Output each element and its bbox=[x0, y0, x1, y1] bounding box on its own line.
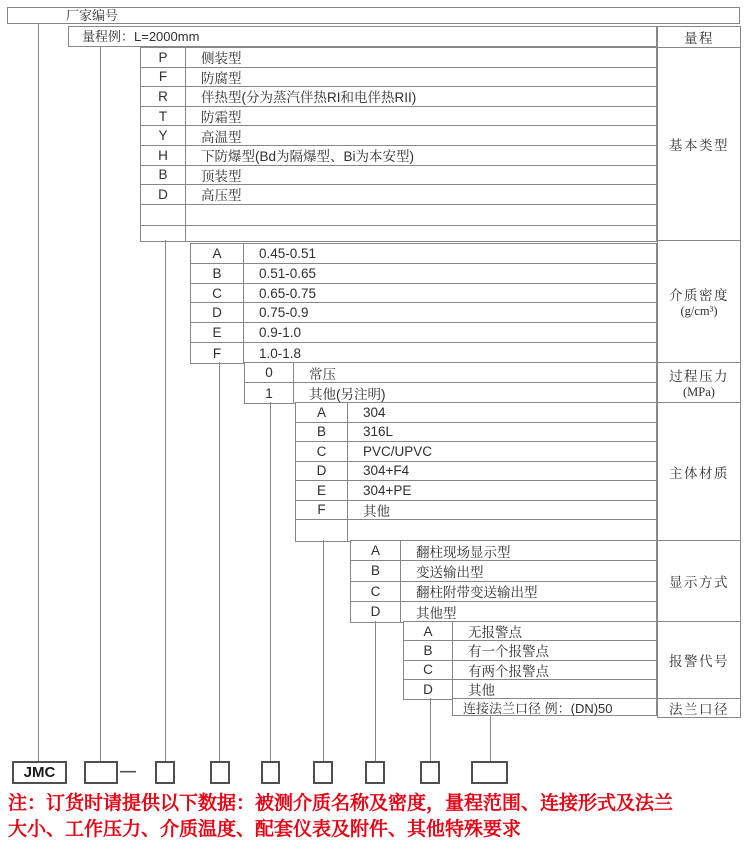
row-desc: 0.75-0.9 bbox=[259, 305, 309, 321]
code-box bbox=[210, 761, 230, 784]
row-desc: 有两个报警点 bbox=[468, 663, 549, 679]
section-label-basic bbox=[658, 48, 740, 241]
row-code: F bbox=[191, 343, 244, 363]
table-row bbox=[296, 442, 656, 462]
row-code: C bbox=[191, 284, 244, 303]
row-code: D bbox=[191, 303, 244, 322]
row-desc: 0.9-1.0 bbox=[259, 325, 302, 341]
row-code: D bbox=[296, 462, 348, 481]
section-label-pressure bbox=[658, 363, 740, 403]
row-desc bbox=[186, 226, 656, 241]
section-label-text: 介质密度 bbox=[669, 288, 729, 303]
section-label-text: 量程 bbox=[684, 31, 714, 46]
code-box bbox=[155, 761, 175, 784]
row-code: 1 bbox=[245, 383, 294, 403]
table-row bbox=[141, 68, 656, 88]
row-desc: 0.65-0.75 bbox=[259, 285, 317, 301]
drop-line bbox=[270, 402, 271, 761]
table-row bbox=[296, 423, 656, 443]
row-code: R bbox=[141, 87, 186, 106]
section-label-text: 基本类型 bbox=[669, 138, 729, 153]
table-row bbox=[404, 641, 656, 660]
row-code: B bbox=[141, 166, 186, 185]
table-row bbox=[296, 481, 656, 501]
table-row bbox=[141, 166, 656, 186]
code-box bbox=[420, 761, 440, 784]
flange-text: 连接法兰口径 例：(DN)50 bbox=[463, 700, 613, 716]
row-desc: 304+F4 bbox=[363, 463, 410, 479]
table-row bbox=[404, 661, 656, 680]
row-code: A bbox=[404, 622, 453, 640]
table-row bbox=[245, 363, 656, 383]
row-desc: 翻柱现场显示型 bbox=[416, 544, 511, 560]
row-desc: 防腐型 bbox=[201, 70, 242, 86]
drop-line bbox=[100, 47, 101, 761]
section-label-text: 法兰口径 bbox=[669, 702, 729, 717]
row-desc: 翻柱附带变送输出型 bbox=[416, 585, 538, 601]
table-row bbox=[191, 323, 656, 343]
code-box bbox=[471, 761, 508, 784]
drop-line bbox=[323, 540, 324, 761]
drop-line bbox=[375, 621, 376, 761]
row-desc: PVC/UPVC bbox=[363, 443, 433, 459]
table-row bbox=[296, 403, 656, 423]
section-label-text: 主体材质 bbox=[669, 465, 729, 481]
row-desc: 316L bbox=[363, 424, 394, 440]
row-desc: 无报警点 bbox=[468, 625, 522, 641]
drop-line bbox=[38, 23, 39, 761]
table-row bbox=[351, 602, 656, 622]
row-code bbox=[296, 520, 348, 541]
row-desc: 顶装型 bbox=[201, 168, 242, 184]
drop-line bbox=[165, 240, 166, 761]
row-code: A bbox=[296, 403, 348, 422]
row-code: D bbox=[351, 602, 401, 622]
table-row bbox=[141, 126, 656, 146]
row-code: C bbox=[296, 442, 348, 461]
row-code: B bbox=[351, 561, 401, 580]
row-code: E bbox=[296, 481, 348, 500]
row-desc: 1.0-1.8 bbox=[259, 345, 302, 361]
row-code: 0 bbox=[245, 363, 294, 382]
section-label-text: (g/cm³) bbox=[680, 304, 718, 318]
row-code: E bbox=[191, 323, 244, 342]
row-desc: 其他 bbox=[468, 683, 495, 699]
section-table-pressure bbox=[244, 362, 657, 404]
row-desc: 常压 bbox=[309, 366, 336, 382]
section-label-range bbox=[658, 27, 740, 48]
section-table-alarm bbox=[403, 621, 657, 700]
table-row bbox=[141, 146, 656, 166]
row-desc: 304+PE bbox=[363, 482, 412, 498]
table-row bbox=[141, 107, 656, 127]
row-code: A bbox=[191, 244, 244, 263]
table-row bbox=[191, 264, 656, 284]
table-row bbox=[141, 226, 656, 241]
factory-number-box bbox=[7, 7, 740, 24]
table-row bbox=[296, 462, 656, 482]
row-code: C bbox=[404, 661, 453, 679]
row-desc: 0.51-0.65 bbox=[259, 265, 317, 281]
row-desc: 下防爆型(Bd为隔爆型、Bi为本安型) bbox=[201, 149, 415, 165]
row-code: F bbox=[141, 68, 186, 87]
table-row bbox=[141, 185, 656, 205]
model-prefix-box: JMC bbox=[12, 761, 67, 784]
row-code: C bbox=[351, 582, 401, 601]
row-desc bbox=[186, 205, 656, 225]
row-desc: 高温型 bbox=[201, 129, 242, 145]
row-code: F bbox=[296, 501, 348, 520]
row-desc: 其他(另注明) bbox=[309, 387, 386, 402]
table-row bbox=[191, 343, 656, 363]
row-desc: 0.45-0.51 bbox=[259, 245, 317, 261]
order-note-line1: 注：订货时请提供以下数据：被测介质名称及密度，量程范围、连接形式及法兰 bbox=[8, 793, 674, 814]
row-code: T bbox=[141, 107, 186, 126]
factory-number-label: 厂家编号 bbox=[66, 8, 119, 23]
section-label-flange bbox=[658, 699, 740, 717]
table-row bbox=[141, 205, 656, 226]
table-row bbox=[245, 383, 656, 403]
row-desc: 304 bbox=[363, 404, 386, 420]
code-box bbox=[84, 761, 118, 784]
row-code: B bbox=[404, 641, 453, 659]
table-row bbox=[191, 303, 656, 323]
flange-row bbox=[452, 698, 657, 716]
drop-line bbox=[490, 716, 491, 761]
row-desc: 有一个报警点 bbox=[468, 644, 549, 660]
row-desc: 高压型 bbox=[201, 188, 242, 204]
row-code: D bbox=[141, 185, 186, 204]
row-code: B bbox=[296, 423, 348, 442]
row-code bbox=[141, 226, 186, 241]
range-example-row bbox=[68, 26, 657, 47]
row-desc: 伴热型(分为蒸汽伴热RI和电伴热RII) bbox=[201, 90, 417, 106]
drop-line bbox=[430, 698, 431, 761]
table-row bbox=[141, 48, 656, 68]
table-row bbox=[351, 541, 656, 561]
order-note-line2: 大小、工作压力、介质温度、配套仪表及附件、其他特殊要求 bbox=[8, 819, 522, 840]
section-table-material bbox=[295, 402, 657, 542]
code-box bbox=[313, 761, 333, 784]
table-row bbox=[351, 561, 656, 581]
section-label-material bbox=[658, 403, 740, 541]
table-row bbox=[351, 582, 656, 602]
table-row bbox=[296, 520, 656, 541]
section-label-text: 过程压力 bbox=[669, 369, 729, 384]
row-desc bbox=[348, 520, 656, 541]
section-label-density bbox=[658, 241, 740, 363]
section-label-display bbox=[658, 541, 740, 622]
table-row bbox=[191, 244, 656, 264]
row-desc: 侧装型 bbox=[201, 51, 242, 67]
row-code bbox=[141, 205, 186, 225]
section-label-text: 报警代号 bbox=[669, 654, 729, 669]
range-example-text: 量程例：L=2000mm bbox=[82, 29, 200, 44]
dash-separator: — bbox=[120, 763, 136, 780]
row-code: A bbox=[351, 541, 401, 560]
section-table-display bbox=[350, 540, 657, 623]
row-desc: 其他 bbox=[363, 503, 390, 519]
code-box bbox=[261, 761, 280, 784]
row-code: B bbox=[191, 264, 244, 283]
table-row bbox=[296, 501, 656, 521]
row-desc: 防霜型 bbox=[201, 110, 242, 126]
section-label-text: 显示方式 bbox=[669, 575, 729, 590]
row-code: D bbox=[404, 680, 453, 699]
label-column bbox=[657, 26, 741, 718]
row-desc: 其他型 bbox=[416, 605, 457, 621]
table-row bbox=[141, 87, 656, 107]
section-label-alarm bbox=[658, 622, 740, 699]
drop-line bbox=[219, 362, 220, 761]
table-row bbox=[191, 284, 656, 304]
section-table-basic bbox=[140, 47, 657, 242]
row-code: Y bbox=[141, 126, 186, 145]
table-row bbox=[404, 680, 656, 699]
code-box bbox=[365, 761, 385, 784]
row-code: H bbox=[141, 146, 186, 165]
row-desc: 变送输出型 bbox=[416, 564, 484, 580]
table-row bbox=[404, 622, 656, 641]
section-table-density bbox=[190, 243, 657, 364]
row-code: P bbox=[141, 48, 186, 67]
section-label-text: (MPa) bbox=[683, 385, 715, 399]
